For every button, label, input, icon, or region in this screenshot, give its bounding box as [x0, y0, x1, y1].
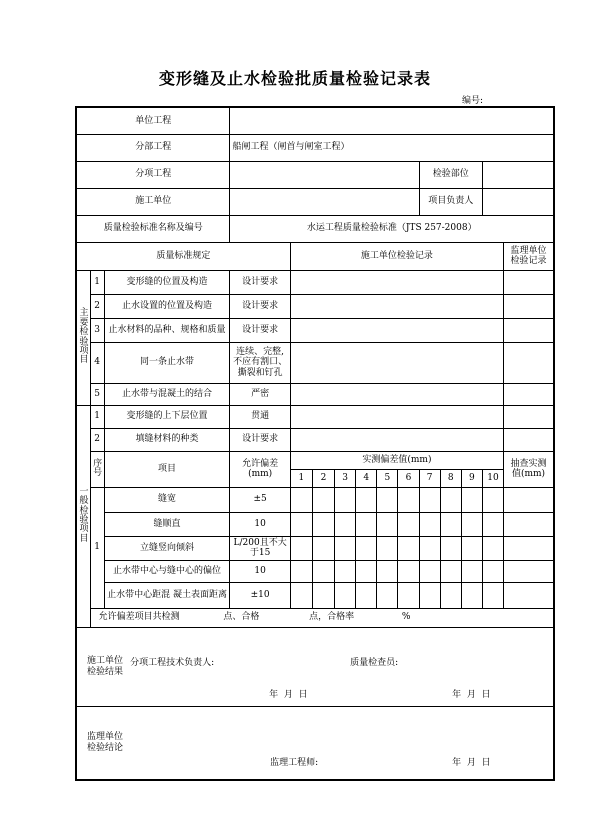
- main-item-name: 同一条止水带: [104, 342, 230, 383]
- main-item-requirement: 严密: [230, 383, 290, 405]
- inspect-part-value[interactable]: [482, 161, 554, 188]
- main-item-no: 4: [90, 342, 104, 383]
- deviation-item-name: 立缝竖向倾斜: [104, 536, 230, 560]
- measure-cell[interactable]: [461, 536, 482, 560]
- measure-cell[interactable]: [356, 582, 377, 608]
- deviation-item-name: 缝宽: [104, 487, 230, 512]
- supervisor-result-label: 监理单位检验结论: [87, 732, 124, 753]
- measure-cell[interactable]: [440, 582, 461, 608]
- summary-text-3: 点，合格率: [309, 612, 355, 623]
- general-item-no: 2: [90, 428, 104, 451]
- measure-col-head: 8: [440, 469, 461, 487]
- measure-cell[interactable]: [290, 487, 312, 512]
- main-item-no: 2: [90, 294, 104, 318]
- measure-col-head: 10: [482, 469, 503, 487]
- measure-cell[interactable]: [290, 560, 312, 582]
- inspector-label: 质量检查员:: [350, 657, 399, 668]
- deviation-summary: [90, 608, 554, 627]
- sample-value-cell[interactable]: [504, 582, 554, 608]
- general-item-requirement: 设计要求: [230, 428, 290, 451]
- main-item-name: 止水设置的位置及构造: [104, 294, 230, 318]
- measure-cell[interactable]: [312, 536, 334, 560]
- supervisor-result-label-cell: [76, 706, 124, 780]
- main-item-record[interactable]: [290, 318, 503, 342]
- general-item-record[interactable]: [290, 405, 503, 428]
- supervisor-result-cell[interactable]: [104, 706, 554, 780]
- measure-cell[interactable]: [312, 487, 334, 512]
- measure-col-head: 2: [312, 469, 334, 487]
- measure-cell[interactable]: [290, 536, 312, 560]
- deviation-seq-head: 序号: [90, 451, 104, 487]
- subitem-value[interactable]: [230, 161, 419, 188]
- main-item-supervisor[interactable]: [504, 294, 554, 318]
- contractor-label: 施工单位: [76, 188, 230, 215]
- measure-cell[interactable]: [356, 536, 377, 560]
- unit-project-label: 单位工程: [76, 107, 230, 134]
- measure-col-head: 1: [290, 469, 312, 487]
- tech-lead-label: 分项工程技术负责人:: [130, 657, 215, 668]
- measure-cell[interactable]: [398, 582, 419, 608]
- measure-cell[interactable]: [312, 512, 334, 536]
- measure-cell[interactable]: [482, 560, 503, 582]
- measure-cell[interactable]: [482, 487, 503, 512]
- measure-cell[interactable]: [356, 487, 377, 512]
- deviation-item-name: 止水带中心距混 凝土表面距离: [104, 582, 230, 608]
- general-item-no: 1: [90, 405, 104, 428]
- main-items-group-label: 主要检验项目: [76, 270, 90, 405]
- sample-value-cell[interactable]: [504, 487, 554, 512]
- sample-value-head: 抽查实测值(mm): [504, 451, 554, 487]
- general-item-name: 填缝材料的种类: [104, 428, 230, 451]
- deviation-item-name: 止水带中心与缝中心的偏位: [104, 560, 230, 582]
- main-item-requirement: 连续、完整,不应有割口、撕裂和钉孔: [230, 342, 290, 383]
- measure-cell[interactable]: [461, 560, 482, 582]
- measure-col-head: 5: [377, 469, 398, 487]
- measure-cell[interactable]: [419, 560, 440, 582]
- measure-col-head: 6: [398, 469, 419, 487]
- summary-text-1: 允许偏差项目共检测: [98, 612, 180, 623]
- measure-col-head: 4: [356, 469, 377, 487]
- pm-label: 项目负责人: [419, 188, 482, 215]
- measure-cell[interactable]: [312, 560, 334, 582]
- main-item-no: 5: [90, 383, 104, 405]
- measure-cell[interactable]: [461, 512, 482, 536]
- measured-deviation-head: 实测偏差值(mm): [290, 451, 503, 469]
- main-item-record[interactable]: [290, 270, 503, 294]
- date-inspector: 年 月 日: [452, 689, 491, 700]
- deviation-item-name: 缝顺直: [104, 512, 230, 536]
- deviation-tolerance: L/200且不大于15: [230, 536, 290, 560]
- division-label: 分部工程: [76, 134, 230, 161]
- measure-cell[interactable]: [290, 512, 312, 536]
- measure-cell[interactable]: [440, 560, 461, 582]
- contractor-result-cell[interactable]: [104, 627, 554, 706]
- page-title: 变形缝及止水检验批质量检验记录表: [158, 69, 431, 88]
- measure-cell[interactable]: [398, 512, 419, 536]
- main-item-no: 1: [90, 270, 104, 294]
- sample-value-cell[interactable]: [504, 536, 554, 560]
- unit-project-value[interactable]: [230, 107, 554, 134]
- measure-cell[interactable]: [356, 512, 377, 536]
- inspection-form: [75, 106, 555, 781]
- measure-cell[interactable]: [356, 560, 377, 582]
- deviation-tolerance-head: 允许偏差(mm): [230, 451, 290, 487]
- general-item-supervisor[interactable]: [504, 428, 554, 451]
- main-item-requirement: 设计要求: [230, 270, 290, 294]
- measure-cell[interactable]: [419, 512, 440, 536]
- measure-cell[interactable]: [482, 582, 503, 608]
- standard-value: 水运工程质量检验标准（JTS 257-2008）: [230, 215, 554, 242]
- measure-cell[interactable]: [440, 487, 461, 512]
- main-item-requirement: 设计要求: [230, 294, 290, 318]
- measure-cell[interactable]: [482, 536, 503, 560]
- division-value[interactable]: 船闸工程（闸首与闸室工程）: [230, 134, 554, 161]
- sample-value-cell[interactable]: [504, 512, 554, 536]
- measure-cell[interactable]: [440, 536, 461, 560]
- measure-col-head: 7: [419, 469, 440, 487]
- measure-cell[interactable]: [335, 512, 356, 536]
- main-item-record[interactable]: [290, 383, 503, 405]
- general-item-name: 变形缝的上下层位置: [104, 405, 230, 428]
- main-item-supervisor[interactable]: [504, 270, 554, 294]
- summary-text-2: 点、合格: [223, 612, 260, 623]
- quality-spec-head: 质量标准规定: [76, 242, 290, 270]
- contractor-result-label: 施工单位检验结果: [87, 656, 124, 677]
- measure-cell[interactable]: [377, 487, 398, 512]
- contractor-result-label-cell: [76, 627, 124, 706]
- general-item-supervisor[interactable]: [504, 405, 554, 428]
- summary-text-4: %: [401, 612, 411, 623]
- subitem-label: 分项工程: [76, 161, 230, 188]
- general-item-requirement: 贯通: [230, 405, 290, 428]
- measure-cell[interactable]: [290, 582, 312, 608]
- deviation-item-head: 项目: [104, 451, 230, 487]
- measure-cell[interactable]: [377, 560, 398, 582]
- general-items-group-label: 一般检验项目: [76, 405, 90, 627]
- main-item-requirement: 设计要求: [230, 318, 290, 342]
- measure-cell[interactable]: [398, 536, 419, 560]
- measure-cell[interactable]: [482, 512, 503, 536]
- measure-cell[interactable]: [377, 512, 398, 536]
- contractor-value[interactable]: [230, 188, 419, 215]
- main-item-record[interactable]: [290, 294, 503, 318]
- main-item-supervisor[interactable]: [504, 318, 554, 342]
- measure-cell[interactable]: [419, 582, 440, 608]
- deviation-tolerance: ±10: [230, 582, 290, 608]
- main-item-record[interactable]: [290, 342, 503, 383]
- measure-cell[interactable]: [335, 487, 356, 512]
- deviation-tolerance: 10: [230, 512, 290, 536]
- pm-value[interactable]: [482, 188, 554, 215]
- measure-cell[interactable]: [398, 560, 419, 582]
- measure-cell[interactable]: [440, 512, 461, 536]
- deviation-tolerance: 10: [230, 560, 290, 582]
- measure-cell[interactable]: [312, 582, 334, 608]
- measure-cell[interactable]: [461, 582, 482, 608]
- main-item-name: 止水材料的品种、规格和质量: [104, 318, 230, 342]
- main-item-supervisor[interactable]: [504, 342, 554, 383]
- deviation-tolerance: ±5: [230, 487, 290, 512]
- measure-cell[interactable]: [335, 536, 356, 560]
- general-item-record[interactable]: [290, 428, 503, 451]
- measure-cell[interactable]: [377, 582, 398, 608]
- main-item-supervisor[interactable]: [504, 383, 554, 405]
- measure-cell[interactable]: [419, 487, 440, 512]
- date-supervisor: 年 月 日: [452, 757, 491, 768]
- main-item-no: 3: [90, 318, 104, 342]
- measure-cell[interactable]: [335, 560, 356, 582]
- measure-cell[interactable]: [419, 536, 440, 560]
- serial-number-label: 编号:: [462, 96, 484, 106]
- measure-cell[interactable]: [398, 487, 419, 512]
- inspect-part-label: 检验部位: [419, 161, 482, 188]
- date-contractor: 年 月 日: [269, 689, 308, 700]
- deviation-seq-no: 1: [90, 487, 104, 608]
- measure-cell[interactable]: [377, 536, 398, 560]
- contractor-record-head: 施工单位检验记录: [290, 242, 503, 270]
- supervisor-engineer-label: 监理工程师:: [270, 757, 319, 768]
- measure-col-head: 3: [335, 469, 356, 487]
- measure-cell[interactable]: [335, 582, 356, 608]
- measure-col-head: 9: [461, 469, 482, 487]
- main-item-name: 变形缝的位置及构造: [104, 270, 230, 294]
- measure-cell[interactable]: [461, 487, 482, 512]
- supervisor-record-head: 监理单位检验记录: [504, 242, 554, 270]
- standard-label: 质量检验标准名称及编号: [76, 215, 230, 242]
- main-item-name: 止水带与混凝土的结合: [104, 383, 230, 405]
- sample-value-cell[interactable]: [504, 560, 554, 582]
